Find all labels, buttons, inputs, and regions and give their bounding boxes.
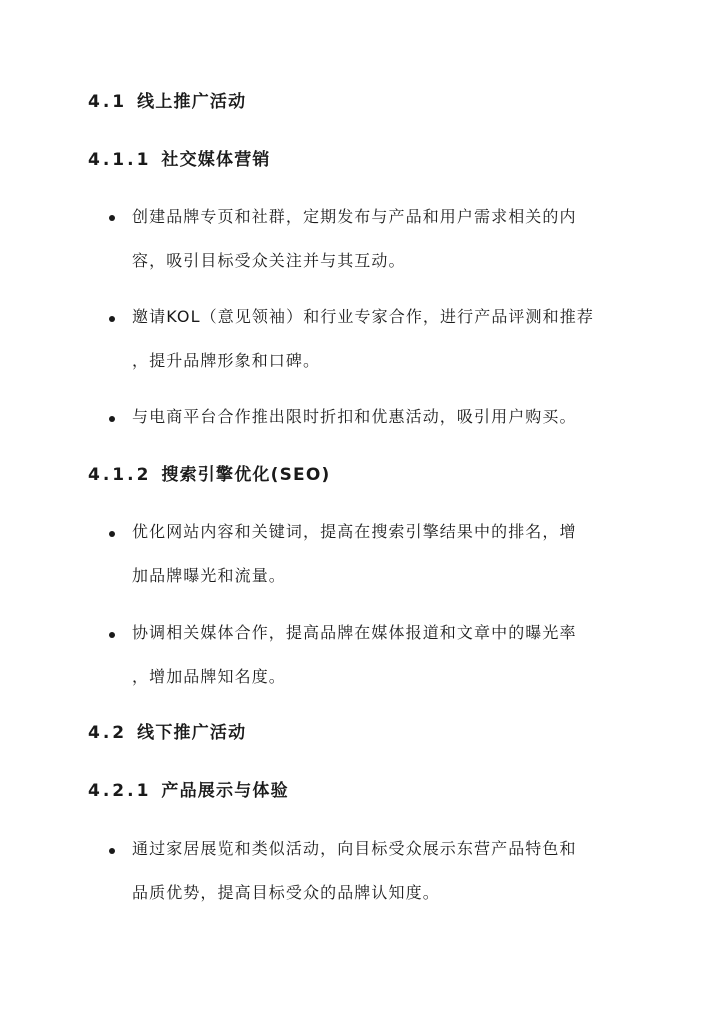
- bullet-dot: [109, 531, 115, 537]
- bullet-dot: [109, 316, 115, 322]
- subsection-title: 搜索引擎优化(SEO): [161, 465, 331, 485]
- bullet-dot: [109, 215, 115, 221]
- section-number: 4.2: [88, 723, 128, 743]
- section-number: 4.1: [88, 92, 128, 112]
- bullet-text-line: 与电商平台合作推出限时折扣和优惠活动，吸引用户购买。: [132, 407, 577, 426]
- bullet-text-line: ，提升品牌形象和口碑。: [132, 351, 321, 370]
- subsection-number: 4.2.1: [88, 781, 152, 801]
- subsection-heading: [88, 149, 271, 171]
- subsection-title: 社交媒体营销: [161, 150, 271, 170]
- subsection-title: 产品展示与体验: [161, 781, 289, 801]
- subsection-number: 4.1.2: [88, 465, 152, 485]
- bullet-dot: [109, 632, 115, 638]
- bullet-text-line: 邀请KOL（意见领袖）和行业专家合作，进行产品评测和推荐: [132, 307, 594, 326]
- subsection-number: 4.1.1: [88, 150, 152, 170]
- bullet-dot: [109, 416, 115, 422]
- bullet-text-line: 协调相关媒体合作，提高品牌在媒体报道和文章中的曝光率: [132, 623, 577, 642]
- bullet-text-line: 品质优势，提高目标受众的品牌认知度。: [132, 883, 440, 902]
- bullet-text-line: ，增加品牌知名度。: [132, 667, 286, 686]
- section-title: 线上推广活动: [137, 92, 247, 112]
- bullet-text-line: 加品牌曝光和流量。: [132, 566, 286, 585]
- subsection-heading: [88, 780, 289, 802]
- section-heading: [88, 722, 246, 744]
- section-heading: [88, 91, 246, 113]
- subsection-heading: [88, 464, 330, 486]
- bullet-text-line: 优化网站内容和关键词，提高在搜索引擎结果中的排名，增: [132, 522, 577, 541]
- bullet-text-line: 容，吸引目标受众关注并与其互动。: [132, 251, 406, 270]
- section-title: 线下推广活动: [137, 723, 247, 743]
- bullet-text-line: 通过家居展览和类似活动，向目标受众展示东营产品特色和: [132, 839, 577, 858]
- bullet-text-line: 创建品牌专页和社群，定期发布与产品和用户需求相关的内: [132, 207, 577, 226]
- bullet-dot: [109, 848, 115, 854]
